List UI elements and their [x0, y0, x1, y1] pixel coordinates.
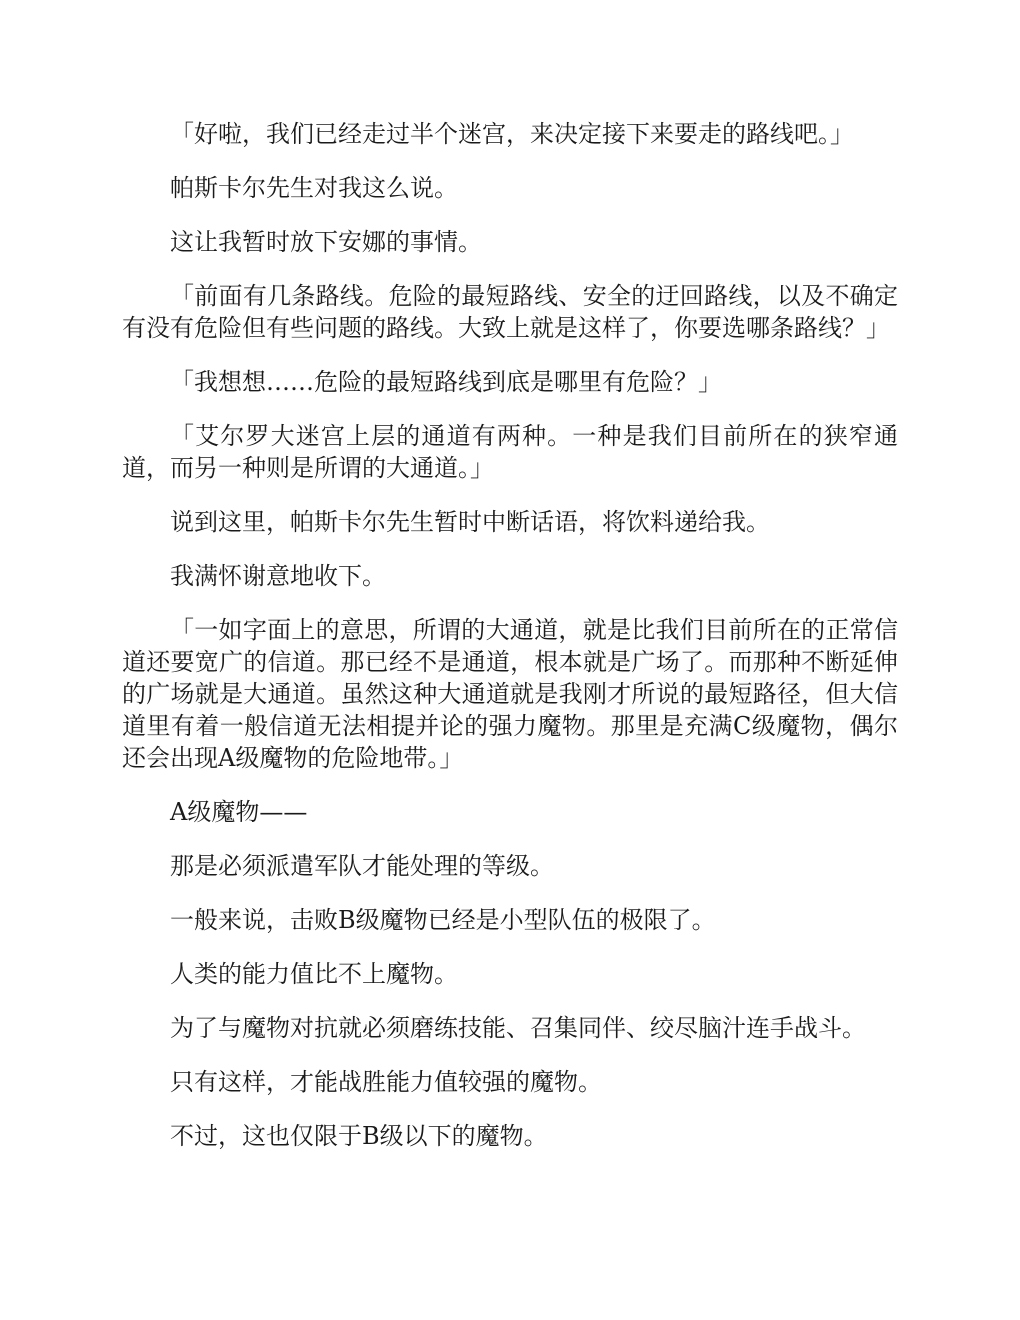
- paragraph-9: 「一如字面上的意思，所谓的大通道，就是比我们目前所在的正常信道还要宽广的信道。那已经不是通道，根本就是广场了。而那种不断延伸的广场就是大通道。虽然这种大通道就是我刚才所说的最短路径，但大信道里有着一般信道无法相提并论的强力魔物。那里是充满C级魔物，偶尔还会出现A级魔物的危险地带。」: [122, 616, 898, 772]
- paragraph-10: A级魔物——: [170, 798, 308, 826]
- paragraph-11: 那是必须派遣军队才能处理的等级。: [170, 852, 554, 880]
- paragraph-8: 我满怀谢意地收下。: [170, 562, 386, 590]
- paragraph-13: 人类的能力值比不上魔物。: [170, 960, 458, 988]
- document-page: [122, 118, 898, 1174]
- paragraph-5: 「我想想……危险的最短路线到底是哪里有危险？」: [170, 368, 722, 396]
- paragraph-16: 不过，这也仅限于B级以下的魔物。: [170, 1122, 548, 1150]
- paragraph-1: 「好啦，我们已经走过半个迷宫，来决定接下来要走的路线吧。」: [170, 120, 854, 148]
- paragraph-2: 帕斯卡尔先生对我这么说。: [170, 174, 458, 202]
- paragraph-12: 一般来说，击败B级魔物已经是小型队伍的极限了。: [170, 906, 716, 934]
- paragraph-14: 为了与魔物对抗就必须磨练技能、召集同伴、绞尽脑汁连手战斗。: [170, 1014, 866, 1042]
- paragraph-6: 「艾尔罗大迷宫上层的通道有两种。一种是我们目前所在的狭窄通道，而另一种则是所谓的大通道。」: [122, 422, 898, 482]
- paragraph-3: 这让我暂时放下安娜的事情。: [170, 228, 482, 256]
- paragraph-15: 只有这样，才能战胜能力值较强的魔物。: [170, 1068, 602, 1096]
- paragraph-7: 说到这里，帕斯卡尔先生暂时中断话语，将饮料递给我。: [170, 508, 770, 536]
- paragraph-4: 「前面有几条路线。危险的最短路线、安全的迂回路线，以及不确定有没有危险但有些问题的路线。大致上就是这样了，你要选哪条路线？」: [122, 282, 898, 342]
